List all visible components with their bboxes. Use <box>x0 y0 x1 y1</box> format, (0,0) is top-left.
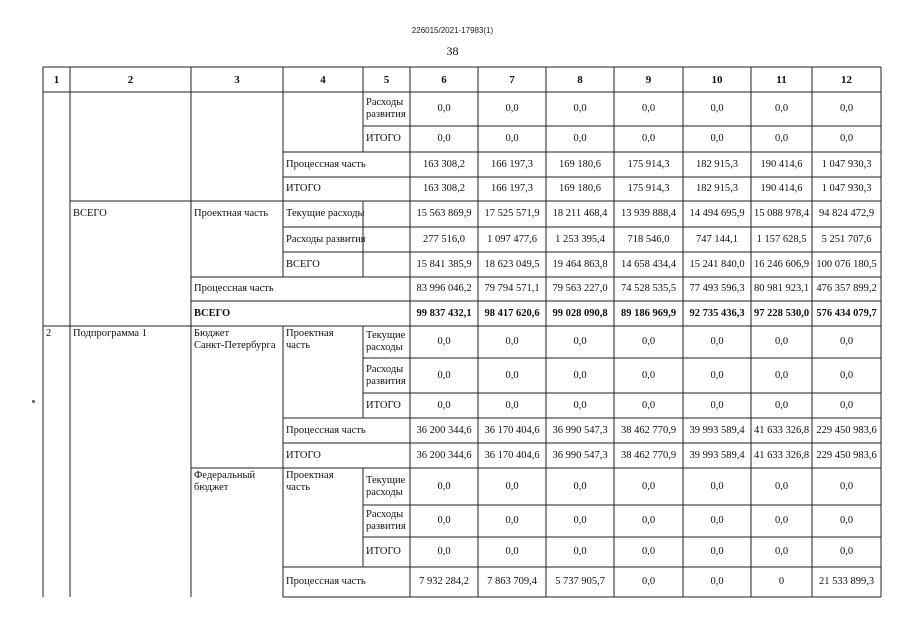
table-value-cell: 0,0 <box>437 369 451 381</box>
table-value-cell: 747 144,1 <box>696 233 738 245</box>
table-value-cell: 0,0 <box>573 515 587 526</box>
table-value-cell: 0,0 <box>437 399 451 411</box>
label-proektnaya-chast: Проектная часть <box>286 328 334 351</box>
table-value-cell: 0,0 <box>641 399 656 411</box>
label-vsego-section: ВСЕГО <box>73 208 107 219</box>
table-value-cell: 0,0 <box>437 103 451 114</box>
table-value-cell: 0,0 <box>505 103 519 114</box>
table-value-cell: 0,0 <box>573 336 587 347</box>
column-number-6: 6 <box>441 73 447 86</box>
table-value-cell: 0,0 <box>774 480 789 492</box>
label-raskhody-razvitiya: Расходы развития <box>286 233 366 245</box>
table-value-cell: 476 357 899,2 <box>816 283 877 294</box>
scan-mark <box>32 400 35 403</box>
table-value-cell: 0,0 <box>710 336 724 347</box>
table-value-cell: 39 993 589,4 <box>689 449 745 461</box>
table-value-cell: 0,0 <box>710 103 724 114</box>
label-protsessnaya-chast: Процессная часть <box>286 158 366 170</box>
table-value-cell: 18 623 049,5 <box>484 258 540 270</box>
label-proektnaya-chast: Проектная часть <box>194 208 269 219</box>
label-protsessnaya-chast: Процессная часть <box>194 283 274 294</box>
table-value-cell: 718 546,0 <box>627 233 670 245</box>
table-value-cell: 163 308,2 <box>423 183 465 194</box>
table-value-cell: 0,0 <box>641 369 656 381</box>
label-proektnaya-chast: Проектная часть <box>286 470 334 493</box>
table-value-cell: 175 914,3 <box>627 183 670 194</box>
table-value-cell: 0,0 <box>839 399 854 411</box>
table-value-cell: 0,0 <box>437 133 451 144</box>
label-raskhody-razvitiya: Расходы развития <box>366 363 406 387</box>
table-value-cell: 39 993 589,4 <box>689 424 745 436</box>
table-value-cell: 1 047 930,3 <box>821 158 872 170</box>
table-value-cell: 7 863 709,4 <box>487 576 537 587</box>
table-value-cell: 166 197,3 <box>491 158 533 170</box>
column-number-9: 9 <box>645 73 652 86</box>
table-value-cell: 99 028 090,8 <box>552 307 608 319</box>
table-value-cell: 0,0 <box>505 133 519 144</box>
table-value-cell: 77 493 596,3 <box>689 283 745 294</box>
table-value-cell: 0,0 <box>641 133 656 144</box>
table-value-cell: 0,0 <box>437 515 451 526</box>
table-value-cell: 182 915,3 <box>696 158 738 170</box>
table-value-cell: 0,0 <box>710 515 724 526</box>
table-value-cell: 229 450 983,6 <box>816 424 877 436</box>
table-value-cell: 0,0 <box>573 103 587 114</box>
label-tekushchie-raskhody: Текущие расходы <box>366 474 406 498</box>
table-value-cell: 100 076 180,5 <box>816 258 877 270</box>
table-value-cell: 7 932 284,2 <box>419 576 469 587</box>
table-value-cell: 0,0 <box>839 369 854 381</box>
table-value-cell: 38 462 770,9 <box>620 424 677 436</box>
table-value-cell: 89 186 969,9 <box>620 307 677 319</box>
table-value-cell: 15 241 840,0 <box>689 258 745 270</box>
label-tekushchie-raskhody: Текущие расходы <box>286 208 365 219</box>
table-value-cell: 41 633 326,8 <box>753 424 810 436</box>
table-value-cell: 0,0 <box>641 576 656 587</box>
table-value-cell: 0,0 <box>839 480 854 492</box>
label-itogo: ИТОГО <box>366 399 401 411</box>
table-value-cell: 41 633 326,8 <box>753 449 810 461</box>
table-value-cell: 1 253 395,4 <box>555 233 605 245</box>
table-value-cell: 36 170 404,6 <box>484 449 540 461</box>
table-value-cell: 0,0 <box>641 103 656 114</box>
table-value-cell: 0,0 <box>774 133 789 144</box>
table-value-cell: 0,0 <box>641 480 656 492</box>
table-value-cell: 0,0 <box>641 336 656 347</box>
table-value-cell: 0,0 <box>774 103 789 114</box>
table-value-cell: 277 516,0 <box>423 233 465 245</box>
table-value-cell: 0,0 <box>710 399 724 411</box>
table-value-cell: 229 450 983,6 <box>816 449 877 461</box>
table-value-cell: 0,0 <box>774 515 789 526</box>
table-value-cell: 5 737 905,7 <box>555 576 605 587</box>
table-value-cell: 99 837 432,1 <box>416 307 472 319</box>
label-protsessnaya-chast: Процессная часть <box>286 424 366 436</box>
table-value-cell: 0,0 <box>505 336 519 347</box>
table-value-cell: 0,0 <box>710 369 724 381</box>
table-value-cell: 0,0 <box>774 369 789 381</box>
table-value-cell: 80 981 923,1 <box>753 283 810 294</box>
table-value-cell: 0,0 <box>839 103 854 114</box>
table-value-cell: 0,0 <box>710 546 724 557</box>
table-value-cell: 36 200 344,6 <box>416 424 472 436</box>
table-value-cell: 166 197,3 <box>491 183 533 194</box>
label-podprogramma: Подпрограмма 1 <box>73 328 147 339</box>
table-value-cell: 14 494 695,9 <box>689 208 745 219</box>
column-number-1: 1 <box>53 73 60 86</box>
table-value-cell: 0,0 <box>839 515 854 526</box>
table-value-cell: 0,0 <box>641 515 656 526</box>
table-value-cell: 14 658 434,4 <box>620 258 677 270</box>
table-value-cell: 74 528 535,5 <box>620 283 677 294</box>
label-tekushchie-raskhody: Текущие расходы <box>366 330 406 353</box>
table-value-cell: 1 157 628,5 <box>756 233 807 245</box>
table-value-cell: 0,0 <box>505 515 519 526</box>
table-value-cell: 98 417 620,6 <box>484 307 540 319</box>
label-itogo: ИТОГО <box>366 546 401 557</box>
row-number: 2 <box>46 328 52 339</box>
table-value-cell: 0 <box>778 576 785 587</box>
table-value-cell: 0,0 <box>437 480 451 492</box>
table-value-cell: 16 246 606,9 <box>753 258 810 270</box>
column-number-11: 11 <box>776 73 787 86</box>
table-value-cell: 0,0 <box>437 546 451 557</box>
table-value-cell: 0,0 <box>505 480 519 492</box>
table-value-cell: 0,0 <box>710 576 724 587</box>
page-number: 38 <box>446 44 459 58</box>
table-value-cell: 92 735 436,3 <box>689 307 745 319</box>
table-value-cell: 1 097 477,6 <box>487 233 537 245</box>
label-byudzhet-spb: Бюджет Санкт-Петербурга <box>194 328 276 351</box>
label-itogo: ИТОГО <box>286 449 321 461</box>
label-protsessnaya-chast: Процессная часть <box>286 576 366 587</box>
table-value-cell: 0,0 <box>437 336 451 347</box>
table-value-cell: 13 939 888,4 <box>620 208 677 219</box>
table-value-cell: 0,0 <box>839 546 854 557</box>
table-value-cell: 190 414,6 <box>760 158 803 170</box>
table-value-cell: 15 088 978,4 <box>753 208 810 219</box>
table-value-cell: 15 563 869,9 <box>416 208 472 219</box>
label-itogo: ИТОГО <box>366 133 401 144</box>
label-vsego-total: ВСЕГО <box>194 307 231 319</box>
table-value-cell: 0,0 <box>573 133 587 144</box>
table-value-cell: 38 462 770,9 <box>620 449 677 461</box>
table-value-cell: 0,0 <box>505 369 519 381</box>
column-number-3: 3 <box>234 73 240 86</box>
table-value-cell: 0,0 <box>710 133 724 144</box>
table-value-cell: 36 170 404,6 <box>484 424 540 436</box>
table-value-cell: 1 047 930,3 <box>821 183 872 194</box>
table-value-cell: 0,0 <box>774 546 789 557</box>
table-value-cell: 0,0 <box>505 399 519 411</box>
label-vsego: ВСЕГО <box>286 258 320 270</box>
table-value-cell: 19 464 863,8 <box>552 258 608 270</box>
table-value-cell: 182 915,3 <box>696 183 738 194</box>
column-number-4: 4 <box>320 73 326 86</box>
table-value-cell: 175 914,3 <box>627 158 670 170</box>
table-value-cell: 0,0 <box>505 546 519 557</box>
table-value-cell: 5 251 707,6 <box>821 233 872 245</box>
table-value-cell: 15 841 385,9 <box>416 258 472 270</box>
table-value-cell: 17 525 571,9 <box>484 208 540 219</box>
table-value-cell: 79 794 571,1 <box>484 283 540 294</box>
column-number-8: 8 <box>577 73 583 86</box>
document-code: 226015/2021-17983(1) <box>411 26 494 35</box>
column-number-2: 2 <box>127 73 134 86</box>
label-federalny-byudzhet: Федеральный бюджет <box>194 470 256 493</box>
column-number-12: 12 <box>841 73 852 86</box>
table-value-cell: 36 990 547,3 <box>552 424 608 436</box>
table-value-cell: 169 180,6 <box>559 158 601 170</box>
table-value-cell: 36 200 344,6 <box>416 449 472 461</box>
column-number-10: 10 <box>711 73 723 86</box>
table-value-cell: 0,0 <box>774 399 789 411</box>
table-value-cell: 576 434 079,7 <box>816 307 877 319</box>
table-value-cell: 0,0 <box>641 546 656 557</box>
table-value-cell: 97 228 530,0 <box>753 307 810 319</box>
table-value-cell: 169 180,6 <box>559 183 601 194</box>
table-value-cell: 0,0 <box>839 133 854 144</box>
column-number-5: 5 <box>383 73 390 86</box>
table-value-cell: 18 211 468,4 <box>552 208 608 219</box>
table-value-cell: 0,0 <box>710 480 724 492</box>
table-value-cell: 190 414,6 <box>760 183 803 194</box>
table-value-cell: 0,0 <box>774 336 789 347</box>
label-raskhody-razvitiya: Расходы развития <box>366 97 406 120</box>
table-value-cell: 0,0 <box>573 480 587 492</box>
table-value-cell: 36 990 547,3 <box>552 449 608 461</box>
table-value-cell: 0,0 <box>573 399 587 411</box>
column-number-7: 7 <box>509 73 515 86</box>
table-value-cell: 21 533 899,3 <box>818 576 875 587</box>
label-itogo: ИТОГО <box>286 183 321 194</box>
table-value-cell: 83 996 046,2 <box>416 283 472 294</box>
table-value-cell: 0,0 <box>573 369 587 381</box>
label-raskhody-razvitiya: Расходы развития <box>366 509 406 532</box>
table-value-cell: 79 563 227,0 <box>552 283 608 294</box>
table-value-cell: 0,0 <box>839 336 854 347</box>
table-value-cell: 0,0 <box>573 546 587 557</box>
table-value-cell: 94 824 472,9 <box>818 208 875 219</box>
table-value-cell: 163 308,2 <box>423 158 465 170</box>
